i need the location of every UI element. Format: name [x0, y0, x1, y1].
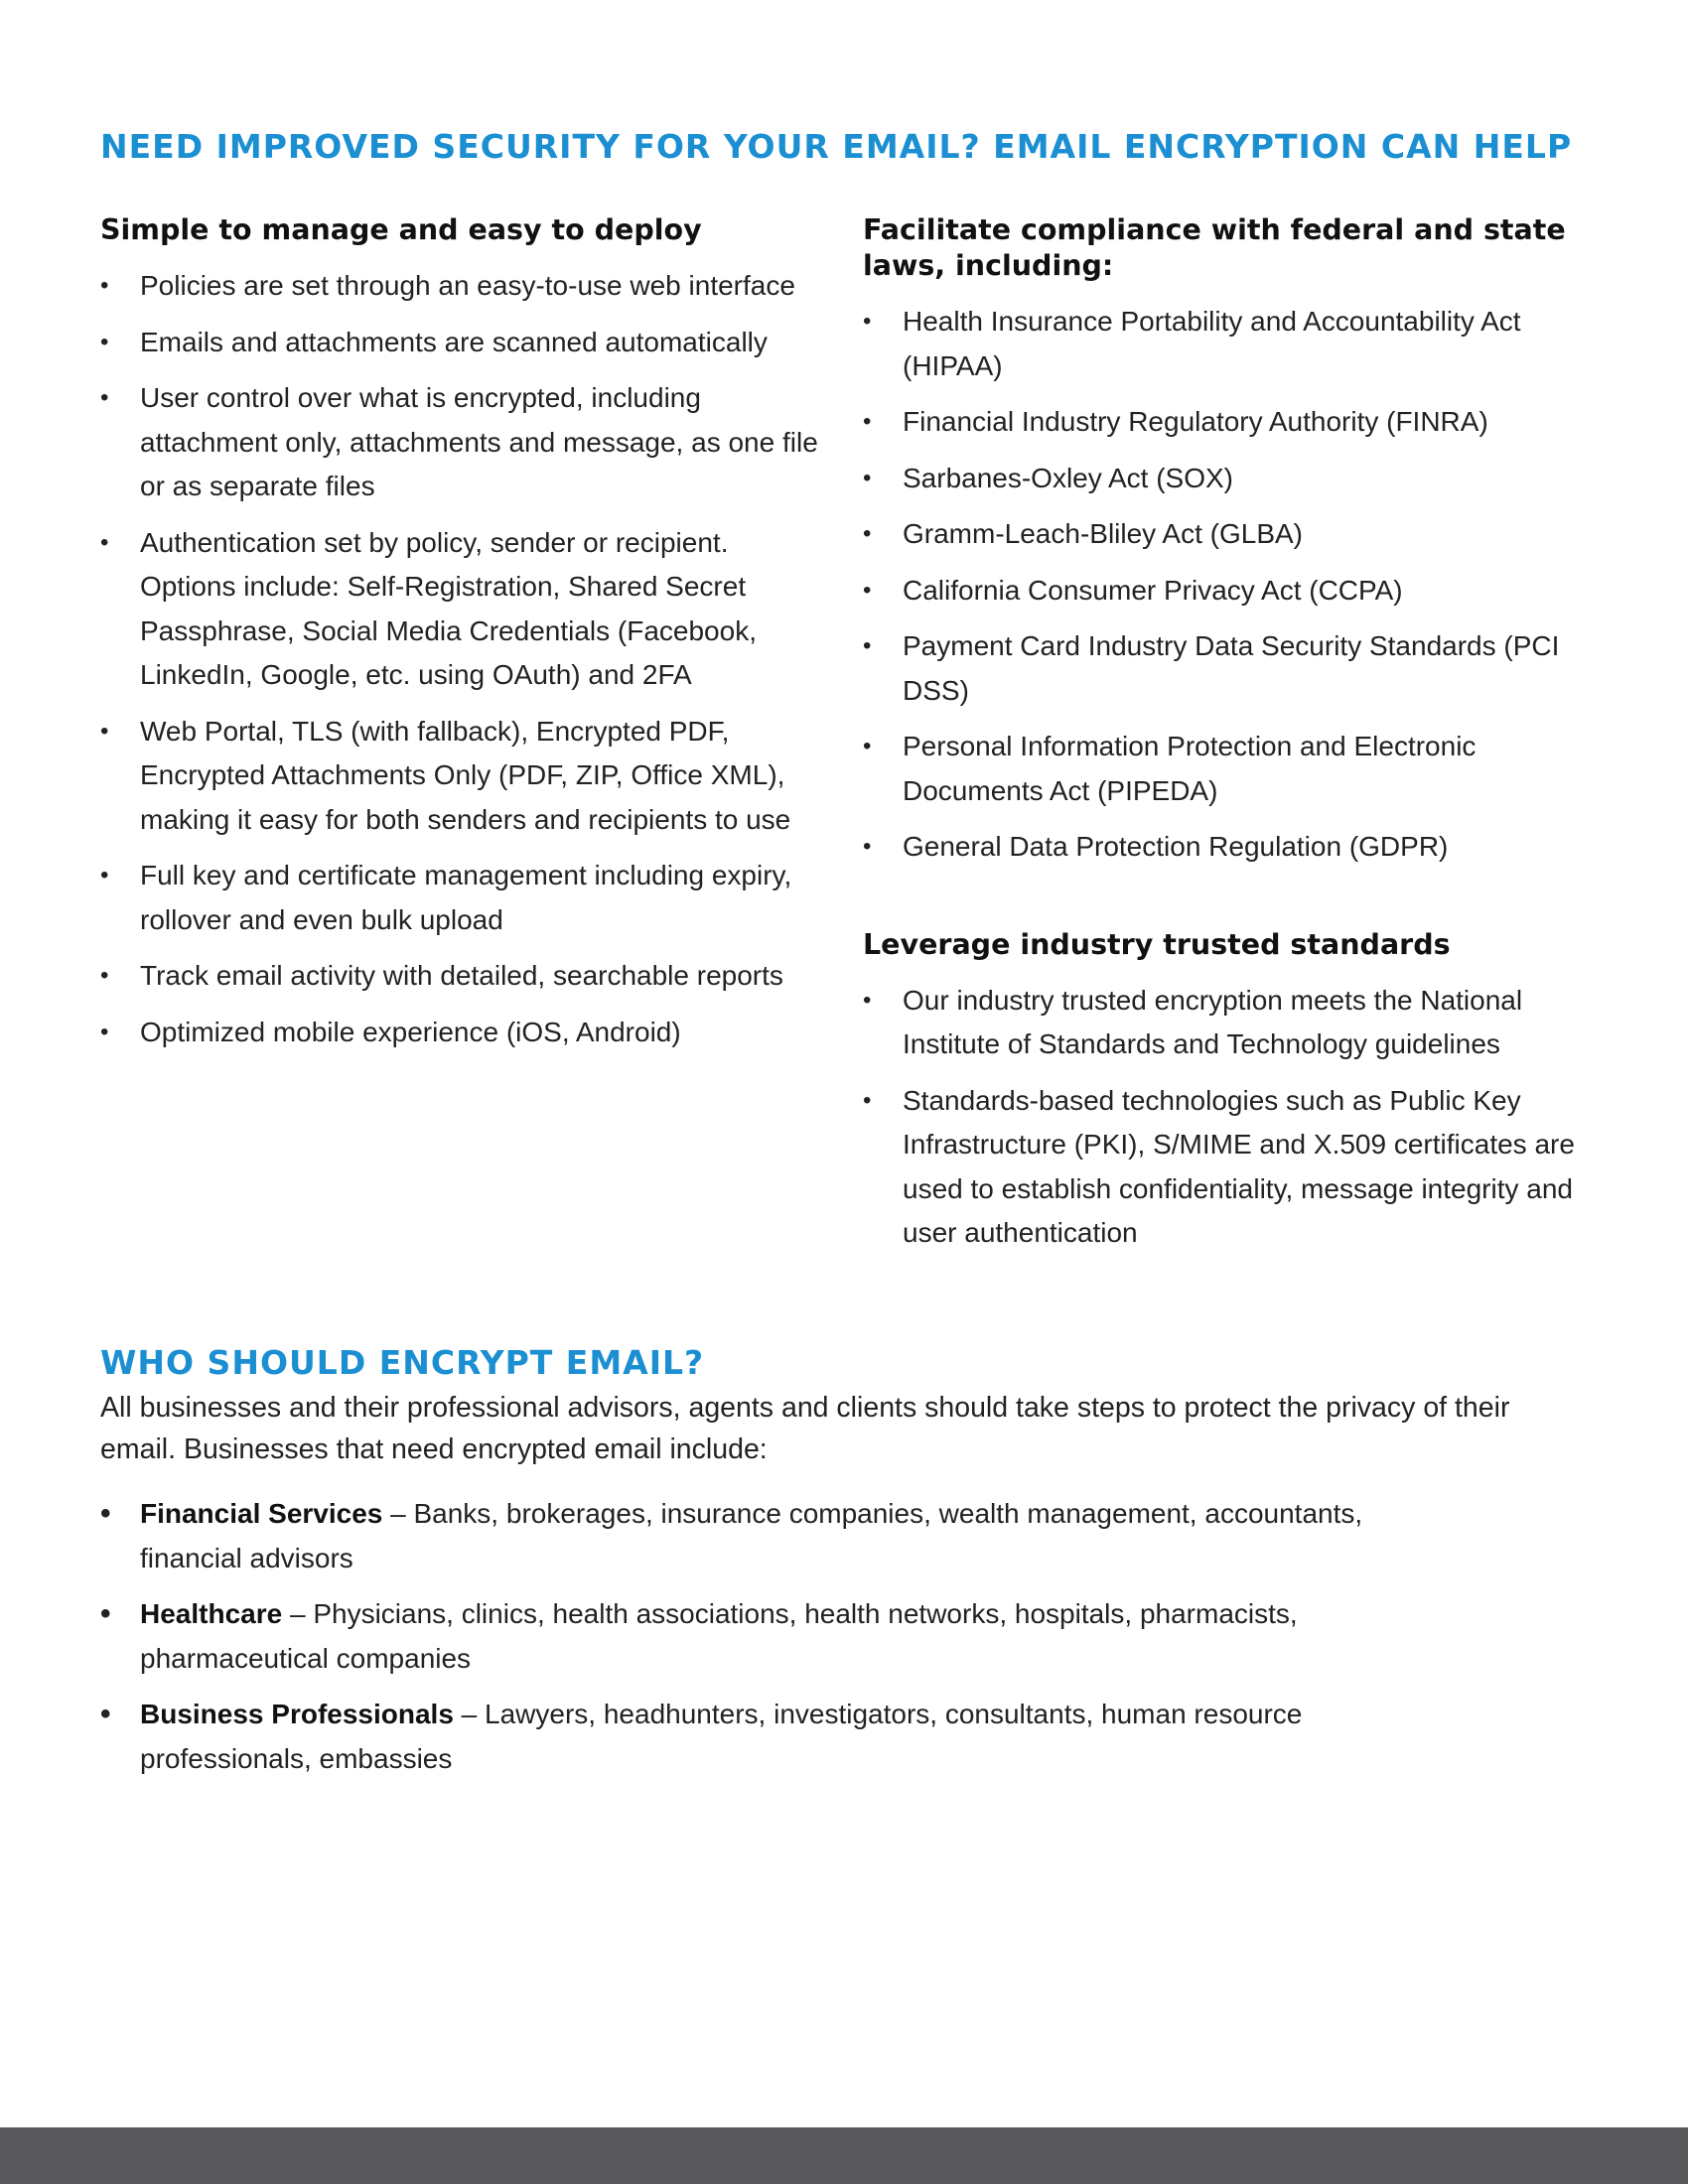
- bullet-icon: •: [863, 632, 872, 659]
- list-item: • User control over what is encrypted, including attachment only, attachments and message, as one file or as separate files: [100, 376, 820, 509]
- bullet-icon: •: [100, 962, 109, 989]
- list-item: • Financial Industry Regulatory Authority (FINRA): [863, 400, 1578, 445]
- bullet-icon: •: [863, 576, 872, 604]
- footer-bar: [0, 2127, 1688, 2184]
- list-item: • Our industry trusted encryption meets the National Institute of Standards and Technology guidelines: [863, 979, 1578, 1067]
- business-type-label: Financial Services: [140, 1498, 383, 1529]
- list-item: • Web Portal, TLS (with fallback), Encrypted PDF, Encrypted Attachments Only (PDF, ZIP, Office XML), making it easy for both senders and recipients to use: [100, 710, 820, 843]
- list-item: • Personal Information Protection and Electronic Documents Act (PIPEDA): [863, 725, 1578, 813]
- business-type-label: Healthcare: [140, 1598, 283, 1629]
- deploy-subheading: Simple to manage and easy to deploy: [100, 213, 702, 246]
- list-item: • California Consumer Privacy Act (CCPA): [863, 569, 1578, 614]
- who-heading: WHO SHOULD ENCRYPT EMAIL?: [100, 1343, 705, 1382]
- business-type-desc: – Lawyers, headhunters, investigators, consultants, human resource professionals, embassies: [140, 1699, 1303, 1774]
- list-item: • Track email activity with detailed, searchable reports: [100, 954, 820, 999]
- bullet-icon: •: [100, 528, 109, 556]
- page-title: NEED IMPROVED SECURITY FOR YOUR EMAIL? EMAIL ENCRYPTION CAN HELP: [100, 127, 1573, 166]
- bullet-icon: •: [863, 733, 872, 759]
- list-item: • Gramm-Leach-Bliley Act (GLBA): [863, 512, 1578, 557]
- bullet-icon: •: [863, 986, 872, 1014]
- right-column: [863, 212, 1578, 1268]
- compliance-list: [863, 300, 1578, 870]
- bullet-icon: •: [863, 464, 872, 491]
- list-item: [100, 1492, 1391, 1580]
- list-item: • Policies are set through an easy-to-use web interface: [100, 264, 820, 309]
- list-item: • Health Insurance Portability and Accountability Act (HIPAA): [863, 300, 1578, 388]
- list-item: • General Data Protection Regulation (GDPR): [863, 825, 1578, 870]
- left-column: [100, 212, 820, 1066]
- bullet-icon: •: [100, 384, 109, 411]
- list-item: • Full key and certificate management including expiry, rollover and even bulk upload: [100, 854, 820, 942]
- list-item: • Sarbanes-Oxley Act (SOX): [863, 457, 1578, 501]
- business-type-label: Business Professionals: [140, 1699, 454, 1729]
- standards-subheading: Leverage industry trusted standards: [863, 927, 1451, 961]
- bullet-icon: •: [100, 862, 109, 888]
- list-item: [100, 1693, 1391, 1781]
- bullet-icon: •: [100, 272, 109, 299]
- business-types-list: [100, 1492, 1391, 1793]
- bullet-icon: •: [100, 328, 109, 355]
- bullet-icon: •: [100, 1497, 111, 1530]
- deploy-feature-list: [100, 264, 820, 1054]
- list-item: • Authentication set by policy, sender or recipient. Options include: Self-Registration, Shared Secret Passphrase, Social Media Credentials (Facebook, LinkedIn, Google, etc. using OAuth) and 2FA: [100, 521, 820, 698]
- bullet-icon: •: [863, 520, 872, 547]
- bullet-icon: •: [863, 1086, 872, 1114]
- business-type-desc: – Banks, brokerages, insurance companies, wealth management, accountants, financial advisors: [140, 1498, 1363, 1573]
- who-intro-text: All businesses and their professional advisors, agents and clients should take steps to protect the privacy of their email. Businesses that need encrypted email include:: [100, 1392, 1510, 1465]
- bullet-icon: •: [863, 833, 872, 860]
- bullet-icon: •: [100, 1018, 109, 1045]
- bullet-icon: •: [863, 308, 872, 335]
- list-item: • Payment Card Industry Data Security Standards (PCI DSS): [863, 624, 1578, 713]
- list-item: • Standards-based technologies such as Public Key Infrastructure (PKI), S/MIME and X.509 certificates are used to establish confidentiality, message integrity and user authentication: [863, 1079, 1578, 1256]
- bullet-icon: •: [863, 408, 872, 435]
- list-item: [100, 1592, 1391, 1681]
- compliance-subheading: Facilitate compliance with federal and state laws, including:: [863, 213, 1566, 282]
- business-type-desc: – Physicians, clinics, health associations, health networks, hospitals, pharmacists, pharmaceutical companies: [140, 1598, 1298, 1674]
- bullet-icon: •: [100, 1698, 111, 1730]
- bullet-icon: •: [100, 1597, 111, 1630]
- standards-list: [863, 979, 1578, 1256]
- bullet-icon: •: [100, 717, 109, 745]
- list-item: • Emails and attachments are scanned automatically: [100, 321, 820, 365]
- list-item: • Optimized mobile experience (iOS, Android): [100, 1011, 820, 1055]
